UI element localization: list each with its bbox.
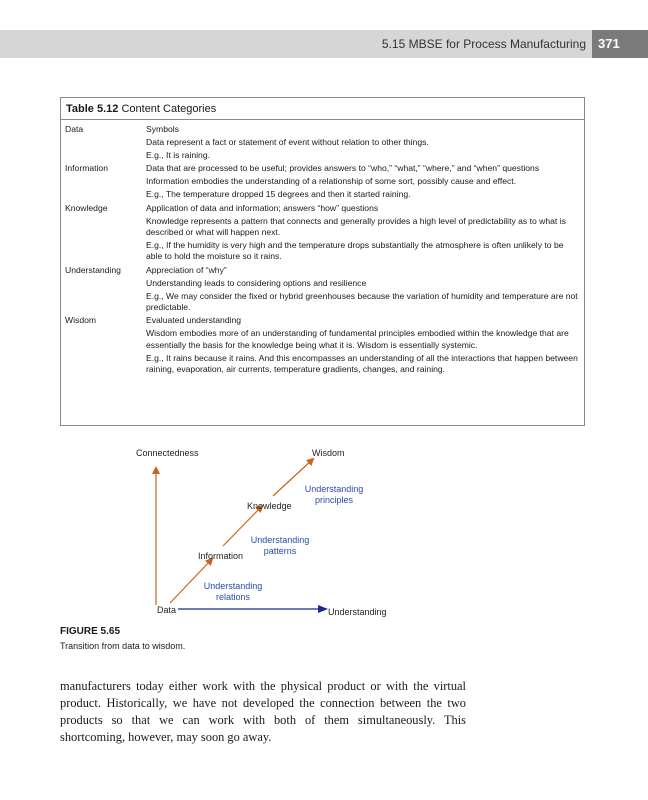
node-information: Information bbox=[198, 551, 244, 561]
axis-x-label: Understanding bbox=[328, 607, 387, 617]
description-line: Data that are processed to be useful; provides answers to “who,” “what,” “where,” and “when” questions bbox=[146, 163, 540, 174]
description-line: Appreciation of “why” bbox=[146, 264, 227, 275]
description-line: Symbols bbox=[146, 124, 179, 134]
table-row-understanding bbox=[65, 265, 580, 314]
transition-principles-line2: principles bbox=[314, 495, 354, 505]
table-title bbox=[66, 103, 216, 115]
term-cell: Information bbox=[65, 163, 108, 174]
figure-label: FIGURE 5.65 bbox=[60, 626, 121, 637]
description-line: E.g., The temperature dropped 15 degrees and then it started raining. bbox=[146, 189, 411, 200]
term-cell: Data bbox=[65, 124, 84, 134]
axis-y-label: Connectedness bbox=[136, 448, 199, 458]
data-to-wisdom-diagram bbox=[0, 440, 648, 620]
figure-caption: Transition from data to wisdom. bbox=[60, 641, 186, 651]
node-knowledge: Knowledge bbox=[247, 501, 292, 511]
node-wisdom: Wisdom bbox=[312, 448, 345, 458]
table-label: Table 5.12 bbox=[66, 103, 119, 115]
table-title-rule bbox=[61, 119, 584, 120]
table-rows bbox=[65, 124, 580, 377]
node-data: Data bbox=[157, 605, 177, 615]
description-line: Evaluated understanding bbox=[146, 315, 242, 326]
transition-relations-line1: Understanding bbox=[203, 581, 263, 591]
section-title: 5.15 MBSE for Process Manufacturing bbox=[381, 37, 586, 51]
description-line: Information embodies the understanding of a relationship of some sort, possibly cause and effect. bbox=[146, 176, 517, 187]
term-cell: Wisdom bbox=[65, 315, 97, 326]
description-line: Understanding leads to considering options and resilience bbox=[146, 277, 367, 288]
table-row-wisdom bbox=[65, 315, 580, 375]
description-line: Data represent a fact or statement of event without relation to other things. bbox=[146, 136, 429, 147]
body-paragraph: manufacturers today either work with the physical product or with the virtual product. Historically, we have not developed the connection between the two products so that we can work with both of them simultaneously. This shortcoming, however, may soon go away. bbox=[60, 679, 466, 744]
description-line: E.g., It is raining. bbox=[146, 150, 211, 161]
description-cell bbox=[146, 203, 580, 263]
term-cell: Understanding bbox=[65, 264, 121, 275]
description-line: Application of data and information; answers “how” questions bbox=[146, 202, 379, 213]
term-cell: Knowledge bbox=[65, 202, 108, 213]
description-line: Knowledge represents a pattern that connects and generally provides a high level of predictability as to what is described or what will happen next. bbox=[146, 215, 566, 237]
running-header bbox=[0, 30, 648, 58]
description-line: E.g., It rains because it rains. And this encompasses an understanding of all the interactions that happen between raining, evaporation, air currents, temperature gradients, changes, and raining. bbox=[146, 352, 578, 375]
description-cell bbox=[146, 124, 580, 161]
transition-patterns-line1: Understanding bbox=[250, 535, 310, 545]
description-cell bbox=[146, 163, 580, 200]
transition-relations-line2: relations bbox=[215, 592, 251, 602]
table-row-information bbox=[65, 163, 580, 200]
table-row-knowledge bbox=[65, 203, 580, 263]
content-categories-table bbox=[60, 97, 585, 426]
description-cell bbox=[146, 265, 580, 314]
table-row-data bbox=[65, 124, 580, 161]
transition-patterns-line2: patterns bbox=[263, 546, 297, 556]
transition-principles-line1: Understanding bbox=[304, 484, 364, 494]
table-title-text: Content Categories bbox=[121, 103, 217, 115]
description-line: E.g., If the humidity is very high and the temperature drops substantially the atmosphere is often unlikely to be able to hold the moisture so it rains. bbox=[146, 240, 564, 262]
description-line: Wisdom embodies more of an understanding of fundamental principles embodied within the knowledge that are essentially the basis for the knowledge being what it is. Wisdom is essentially systemic. bbox=[146, 328, 569, 350]
description-cell bbox=[146, 315, 580, 375]
page-number: 371 bbox=[592, 30, 648, 58]
description-line: E.g., We may consider the fixed or hybrid greenhouses because the variation of humidity and temperature are not predictable. bbox=[146, 290, 578, 313]
